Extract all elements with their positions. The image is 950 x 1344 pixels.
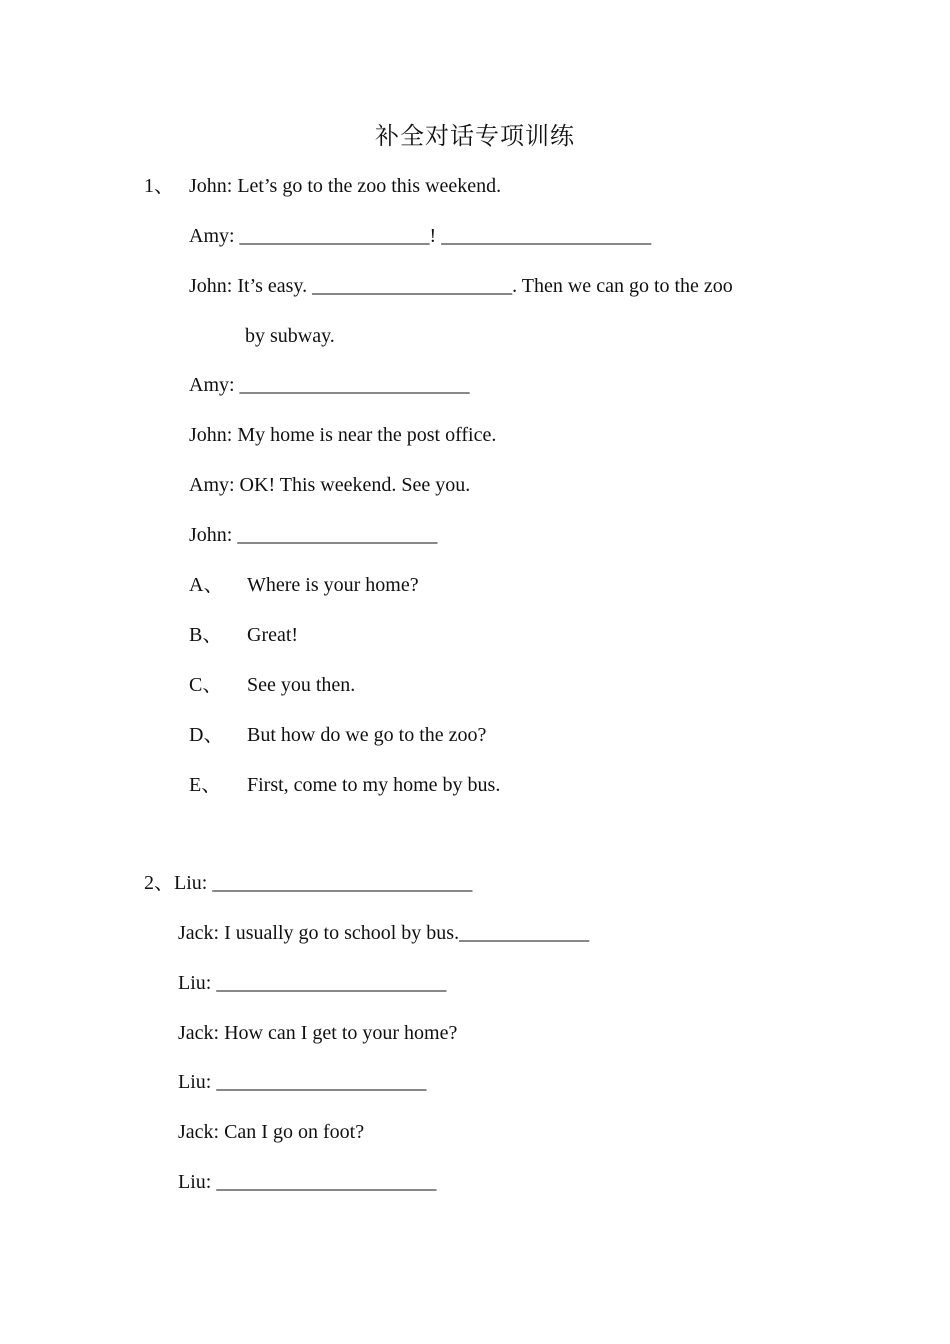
option-c-letter: C、 — [189, 674, 223, 696]
q2-line-1: 2、Liu: __________________________ — [144, 872, 473, 894]
option-c-text: See you then. — [247, 674, 356, 696]
q2-line-6: Jack: Can I go on foot? — [178, 1121, 365, 1143]
option-a-letter: A、 — [189, 574, 224, 596]
q2-line-7: Liu: ______________________ — [178, 1171, 437, 1193]
q1-line-2: Amy: ___________________! _____________________ — [189, 225, 652, 247]
q1-line-7: John: ____________________ — [189, 524, 438, 546]
option-e-text: First, come to my home by bus. — [247, 774, 501, 796]
question-1-number: 1、 — [144, 175, 174, 197]
q1-line-3: John: It’s easy. ____________________. Then we can go to the zoo — [189, 275, 733, 297]
option-d-letter: D、 — [189, 724, 224, 746]
option-d-text: But how do we go to the zoo? — [247, 724, 487, 746]
option-a-text: Where is your home? — [247, 574, 419, 596]
q1-line-4: Amy: _______________________ — [189, 374, 470, 396]
page-title: 补全对话专项训练 — [375, 124, 575, 150]
q1-line-5: John: My home is near the post office. — [189, 424, 497, 446]
option-e-letter: E、 — [189, 774, 222, 796]
option-b-text: Great! — [247, 624, 299, 646]
q1-line-3-continued: by subway. — [245, 325, 335, 347]
q1-line-1: John: Let’s go to the zoo this weekend. — [189, 175, 502, 197]
q1-line-6: Amy: OK! This weekend. See you. — [189, 474, 471, 496]
q2-line-4: Jack: How can I get to your home? — [178, 1022, 458, 1044]
option-b-letter: B、 — [189, 624, 223, 646]
q2-line-3: Liu: _______________________ — [178, 972, 447, 994]
q2-line-5: Liu: _____________________ — [178, 1071, 427, 1093]
q2-line-2: Jack: I usually go to school by bus._____________ — [178, 922, 590, 944]
